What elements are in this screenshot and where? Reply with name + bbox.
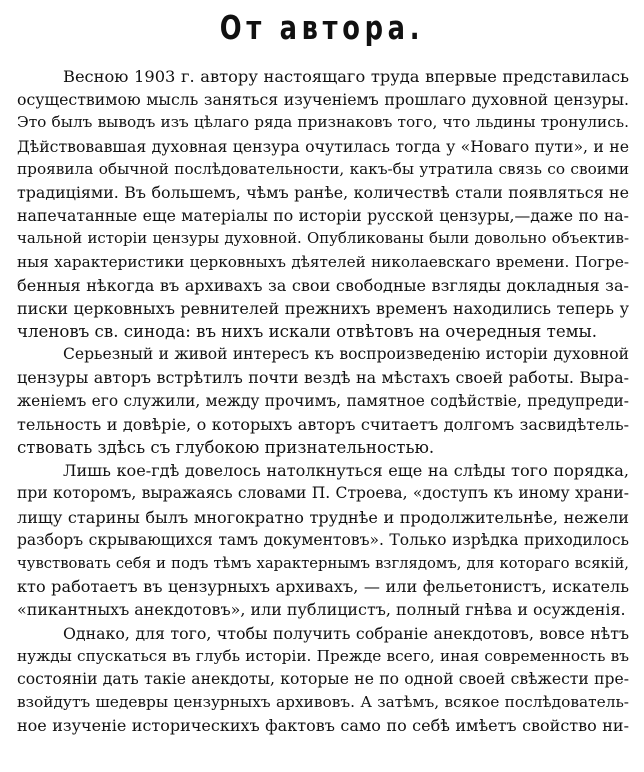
text-line: Весною 1903 г. автору настоящаго труда впервые представилась: [63, 67, 629, 86]
text-line: ное изученiе историческихъ фактовъ само по себѣ имѣетъ свойство ни-: [17, 716, 629, 736]
page-title: От автора.: [219, 8, 425, 47]
paragraph-3: [17, 459, 629, 621]
text-line: Серьезный и живой интересъ къ воспроизведенiю исторiи духовной: [63, 345, 629, 364]
text-line: состоянiи дать такiе анекдоты, которые не по одной своей свѣжести пре-: [17, 669, 629, 688]
text-line: «пикантныхъ анекдотовъ», или публицистъ, полный гнѣва и осужденiя.: [17, 600, 626, 620]
text-line: женiемъ его служили, между прочимъ, памятное содѣйствiе, предупреди-: [17, 391, 629, 410]
text-line: цензуры авторъ встрѣтилъ почти вездѣ на мѣстахъ своей работы. Выра-: [17, 368, 629, 388]
text-line: при которомъ, выражаясь словами П. Строева, «доступъ къ иному храни-: [17, 484, 629, 503]
paragraph-1: [17, 65, 629, 343]
text-line: осуществимою мысль заняться изученiемъ прошлаго духовной цензуры.: [17, 90, 629, 110]
text-line: взойдутъ шедевры цензурныхъ архивовъ. А затѣмъ, всякое послѣдователь-: [17, 693, 629, 712]
paragraph-2: [17, 343, 629, 459]
text-line: Это былъ выводъ изъ цѣлаго ряда признаковъ того, что льдины тронулись.: [17, 113, 629, 132]
text-line: писки церковныхъ ревнителей прежнихъ временъ находились теперь у: [17, 298, 629, 318]
text-line: тельность и довѣрiе, о которыхъ авторъ считаетъ долгомъ засвидѣтель-: [17, 414, 629, 434]
text-line: традицiями. Въ большемъ, чѣмъ ранѣе, количествѣ стали появляться не: [17, 182, 629, 202]
text-line: чальной исторiи цензуры духовной. Опубликованы были довольно объектив-: [17, 229, 629, 248]
text-line: чувствовать себя и подъ тѣмъ характернымъ взглядомъ, для котораго всякiй,: [17, 554, 629, 572]
body-text: [17, 65, 629, 737]
text-line: членовъ св. синода: въ нихъ искали отвѣтовъ на очередныя темы.: [17, 322, 598, 342]
text-line: лищу старины былъ многократно труднѣе и продолжительнѣе, нежели: [17, 507, 629, 527]
text-line: Дѣйствовавшая духовная цензура очутилась тогда у «Новаго пути», и не: [17, 136, 629, 156]
paragraph-4: [17, 622, 629, 738]
text-line: кто работаетъ въ цензурныхъ архивахъ, — или фельетонистъ, искатель: [17, 577, 629, 597]
text-line: разборъ скрывающихся тамъ документовъ». Только изрѣдка приходилось: [17, 530, 629, 549]
text-line: нужды спускаться въ глубь исторiи. Прежде всего, иная современность въ: [17, 646, 629, 665]
text-line: ныя характеристики церковныхъ дѣятелей николаевскаго времени. Погре-: [17, 252, 629, 271]
text-line: Однако, для того, чтобы получить собранiе анекдотовъ, вовсе нѣтъ: [63, 623, 629, 643]
text-line: ствовать здѣсь съ глубокою признательностью.: [17, 438, 435, 457]
text-line: Лишь кое-гдѣ довелось натолкнуться еще на слѣды того порядка,: [63, 461, 629, 481]
text-line: напечатанные еще матерiалы по исторiи русской цензуры,—даже по на-: [17, 206, 629, 226]
text-line: бенныя нѣкогда въ архивахъ за свои свободные взгляды докладныя за-: [17, 275, 629, 295]
text-line: проявила обычной послѣдовательности, какъ-бы утратила связь со своими: [17, 159, 629, 178]
